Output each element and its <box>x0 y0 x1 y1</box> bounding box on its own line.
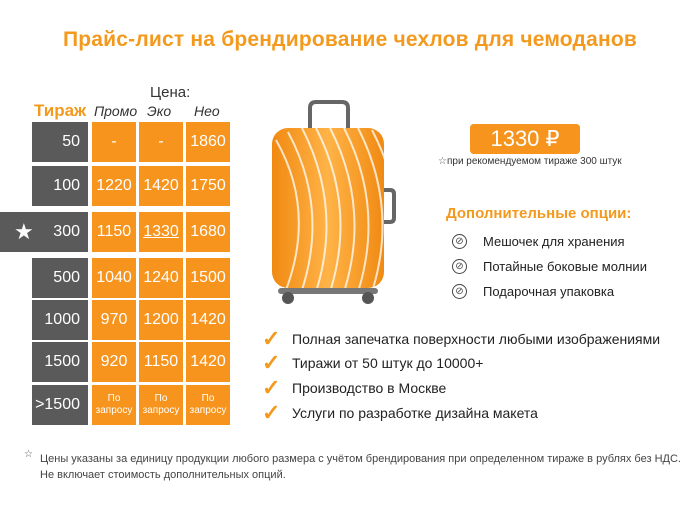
price-value: По запросу <box>189 393 227 416</box>
qty-cell: 500 <box>32 258 88 298</box>
price-header: Цена: <box>150 84 191 101</box>
feature-label: Полная запечатка поверхности любыми изображениями <box>292 331 661 347</box>
price-cell-eco <box>139 258 183 298</box>
qty-cell: 50 <box>32 122 88 162</box>
qty-cell: 1000 <box>32 300 88 340</box>
price-cell-eco <box>139 300 183 340</box>
price-value: 1860 <box>190 133 226 150</box>
feature-item <box>262 326 661 351</box>
price-cell-eco <box>139 166 183 206</box>
col-head-eco: Эко <box>147 103 172 119</box>
price-value: 1200 <box>143 311 179 328</box>
price-cell-promo <box>92 385 136 425</box>
feature-item <box>262 375 447 400</box>
option-item <box>452 284 614 299</box>
qty-cell: 1500 <box>32 342 88 382</box>
price-cell-neo <box>186 300 230 340</box>
price-value: 1240 <box>143 269 179 286</box>
plus-circle-icon: ⊘ <box>452 284 467 299</box>
col-head-qty: Тираж <box>34 101 87 120</box>
price-value: - <box>111 133 117 150</box>
price-value: 1680 <box>190 223 226 240</box>
price-value: По запросу <box>142 393 180 416</box>
featured-note <box>438 156 622 167</box>
plus-circle-icon: ⊘ <box>452 259 467 274</box>
option-item <box>452 259 647 274</box>
feature-label: Услуги по разработке дизайна макета <box>292 405 538 421</box>
col-head-neo: Нео <box>194 103 220 119</box>
price-cell-eco <box>139 212 183 252</box>
price-value: 1750 <box>190 177 226 194</box>
footnote-line: Не включает стоимость дополнительных опций. <box>40 469 286 481</box>
price-cell-neo <box>186 258 230 298</box>
price-cell-neo <box>186 342 230 382</box>
star-outline-icon: ☆ <box>24 449 33 460</box>
price-value: 1150 <box>96 223 132 240</box>
price-value: 1420 <box>190 353 226 370</box>
qty-label: 300 <box>53 223 80 240</box>
price-cell-neo <box>186 122 230 162</box>
feature-label: Тиражи от 50 штук до 10000+ <box>292 355 484 371</box>
price-value: 1330 <box>143 223 179 240</box>
price-cell-neo <box>186 166 230 206</box>
price-value: 1420 <box>190 311 226 328</box>
featured-note-text: при рекомендуемом тираже 300 штук <box>446 156 622 167</box>
price-value: По запросу <box>95 393 133 416</box>
check-icon: ✓ <box>262 375 281 400</box>
check-icon: ✓ <box>262 400 281 425</box>
price-value: 970 <box>100 311 128 328</box>
featured-price-box <box>470 124 580 154</box>
price-cell-promo <box>92 258 136 298</box>
price-value: 1220 <box>96 177 132 194</box>
check-icon: ✓ <box>262 350 281 375</box>
col-head-promo: Промо <box>94 103 138 119</box>
price-value: 1040 <box>96 269 132 286</box>
option-label: Потайные боковые молнии <box>483 259 647 274</box>
qty-cell: >1500 <box>32 385 88 425</box>
price-cell-promo <box>92 212 136 252</box>
price-cell-eco <box>139 342 183 382</box>
price-value: - <box>158 133 164 150</box>
star-icon: ★ <box>14 219 34 244</box>
featured-price: 1330 ₽ <box>470 124 580 154</box>
options-title: Дополнительные опции: <box>446 205 632 222</box>
price-cell-eco <box>139 122 183 162</box>
price-value: 1500 <box>190 269 226 286</box>
featured-qty-cell <box>0 212 88 252</box>
suitcase-illustration <box>266 100 402 305</box>
check-icon: ✓ <box>262 326 281 351</box>
price-value: 920 <box>100 353 128 370</box>
price-cell-promo <box>92 300 136 340</box>
qty-cell: 100 <box>32 166 88 206</box>
feature-item <box>262 350 484 375</box>
price-value: 1150 <box>143 353 179 370</box>
price-cell-eco <box>139 385 183 425</box>
price-cell-neo <box>186 385 230 425</box>
feature-item <box>262 400 538 425</box>
plus-circle-icon: ⊘ <box>452 234 467 249</box>
page-title: Прайс-лист на брендирование чехлов для чемоданов <box>62 28 637 51</box>
price-cell-neo <box>186 212 230 252</box>
star-outline-icon: ☆ <box>438 156 447 167</box>
footnote-line: Цены указаны за единицу продукции любого размера с учётом брендирования при определенном тираже в рублях без НДС. <box>40 453 681 465</box>
option-item <box>452 234 625 249</box>
price-cell-promo <box>92 166 136 206</box>
price-cell-promo <box>92 342 136 382</box>
feature-label: Производство в Москве <box>292 380 447 396</box>
option-label: Мешочек для хранения <box>483 234 625 249</box>
price-value: 1420 <box>143 177 179 194</box>
price-cell-promo <box>92 122 136 162</box>
option-label: Подарочная упаковка <box>483 284 615 299</box>
footnote <box>24 451 681 483</box>
